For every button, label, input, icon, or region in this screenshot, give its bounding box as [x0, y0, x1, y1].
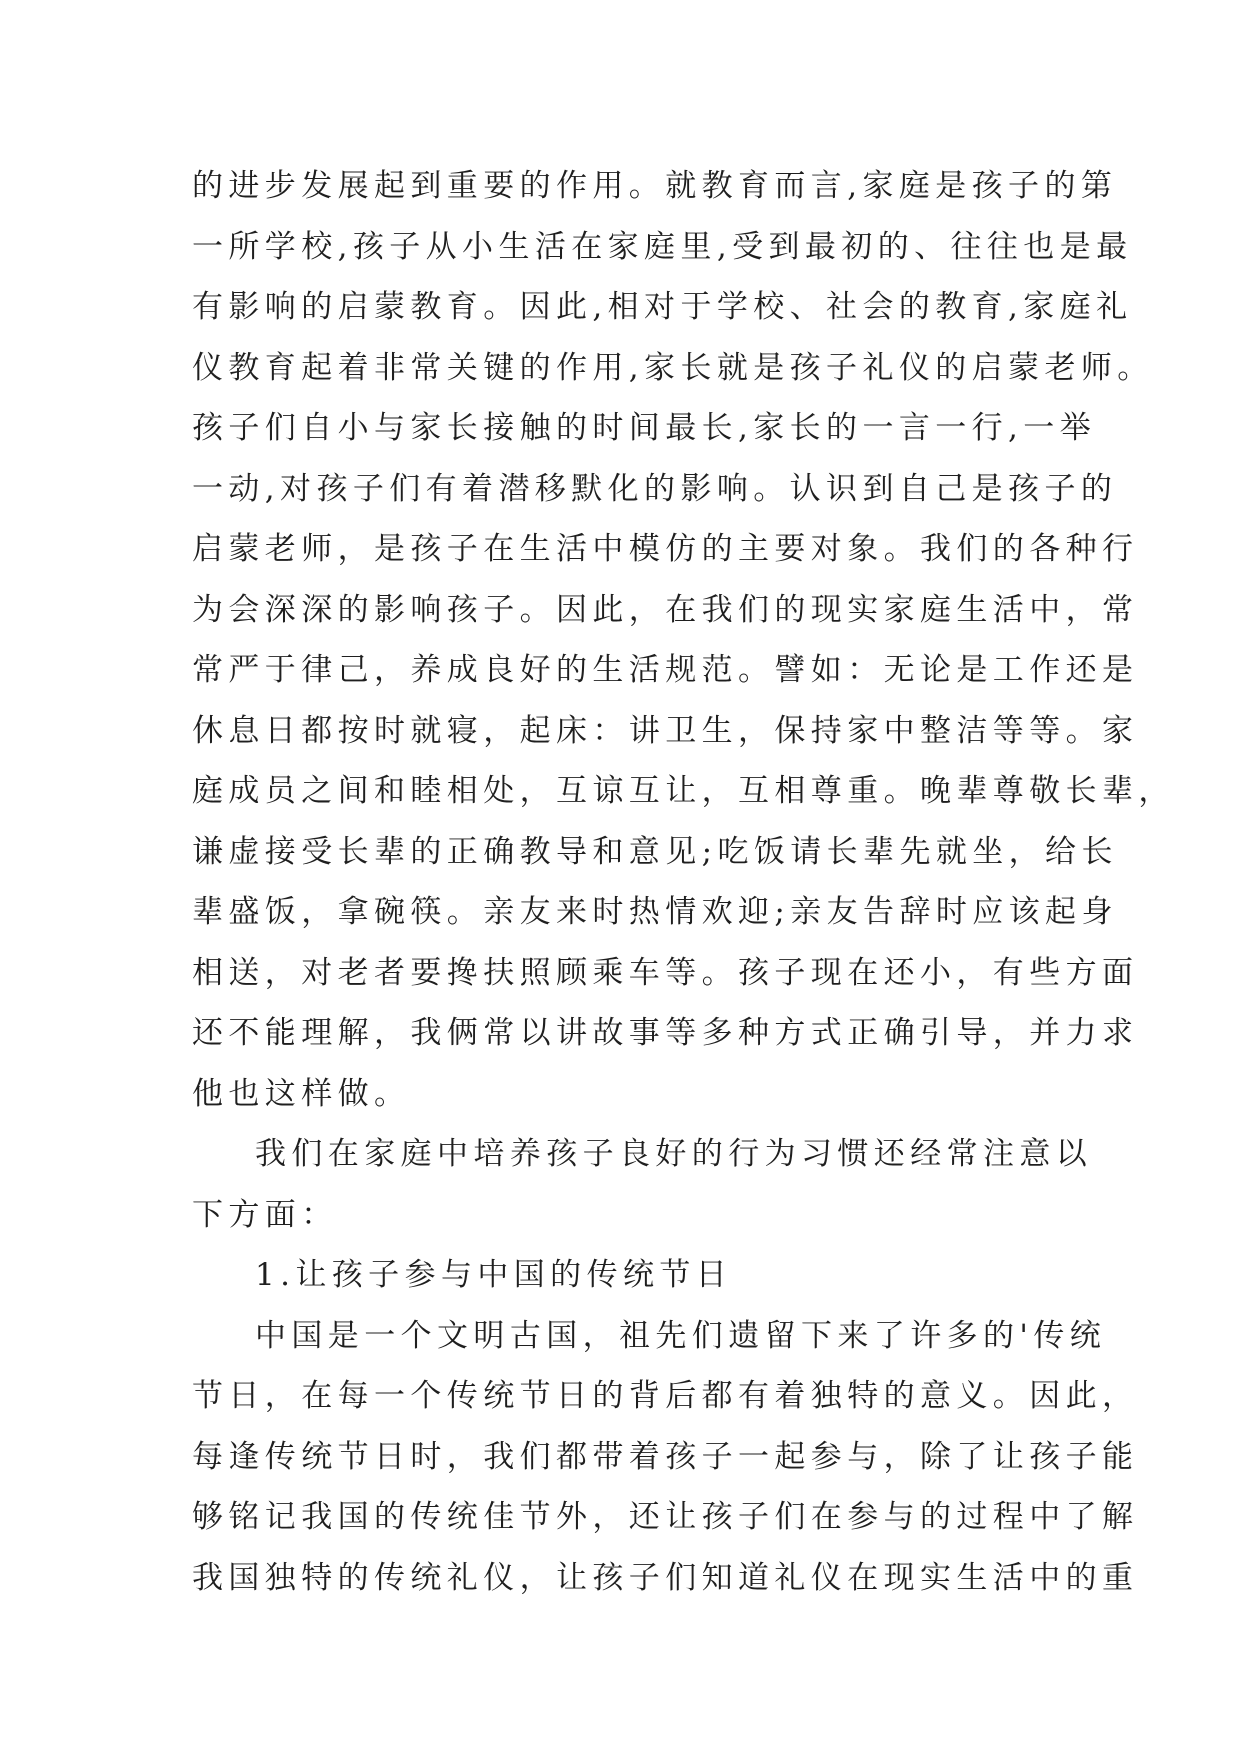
text-line: 庭成员之间和睦相处，互谅互让，互相尊重。晚辈尊敬长辈， — [192, 773, 1175, 809]
text-line: 我国独特的传统礼仪，让孩子们知道礼仪在现实生活中的重 — [192, 1559, 1139, 1596]
text-line: 每逢传统节日时，我们都带着孩子一起参与，除了让孩子能 — [192, 1438, 1139, 1475]
text-line-indented: 中国是一个文明古国，祖先们遗留下来了许多的'传统 — [255, 1317, 1107, 1354]
text-line: 还不能理解，我俩常以讲故事等多种方式正确引导，并力求 — [192, 1015, 1139, 1051]
text-line: 孩子们自小与家长接触的时间最长,家长的一言一行,一举 — [192, 410, 1097, 446]
text-line: 相送，对老者要搀扶照顾乘车等。孩子现在还小，有些方面 — [192, 954, 1139, 991]
text-line: 为会深深的影响孩子。因此，在我们的现实家庭生活中，常 — [192, 591, 1139, 628]
text-line: 下方面： — [192, 1196, 338, 1233]
text-line: 够铭记我国的传统佳节外，还让孩子们在参与的过程中了解 — [192, 1499, 1139, 1535]
text-line: 一所学校,孩子从小生活在家庭里,受到最初的、往往也是最 — [192, 228, 1133, 265]
text-line: 他也这样做。 — [192, 1075, 411, 1112]
text-line: 谦虚接受长辈的正确教导和意见;吃饭请长辈先就坐，给长 — [192, 833, 1118, 870]
text-line: 辈盛饭，拿碗筷。亲友来时热情欢迎;亲友告辞时应该起身 — [192, 894, 1118, 930]
text-line-indented: 我们在家庭中培养孩子良好的行为习惯还经常注意以 — [255, 1136, 1093, 1172]
text-line: 一动,对孩子们有着潜移默化的影响。认识到自己是孩子的 — [192, 470, 1118, 507]
body-text — [192, 156, 1175, 1608]
text-line: 休息日都按时就寝，起床：讲卫生，保持家中整洁等等。家 — [192, 712, 1139, 749]
text-line: 的进步发展起到重要的作用。就教育而言,家庭是孩子的第 — [192, 168, 1118, 204]
text-line: 常严于律己，养成良好的生活规范。譬如：无论是工作还是 — [192, 652, 1139, 688]
text-line: 有影响的启蒙教育。因此,相对于学校、社会的教育,家庭礼 — [192, 289, 1133, 325]
text-line: 节日，在每一个传统节日的背后都有着独特的意义。因此， — [192, 1378, 1139, 1414]
text-line: 启蒙老师，是孩子在生活中模仿的主要对象。我们的各种行 — [192, 531, 1139, 567]
text-line: 仪教育起着非常关键的作用,家长就是孩子礼仪的启蒙老师。 — [192, 349, 1154, 386]
list-item-heading: 1.让孩子参与中国的传统节日 — [255, 1257, 733, 1293]
